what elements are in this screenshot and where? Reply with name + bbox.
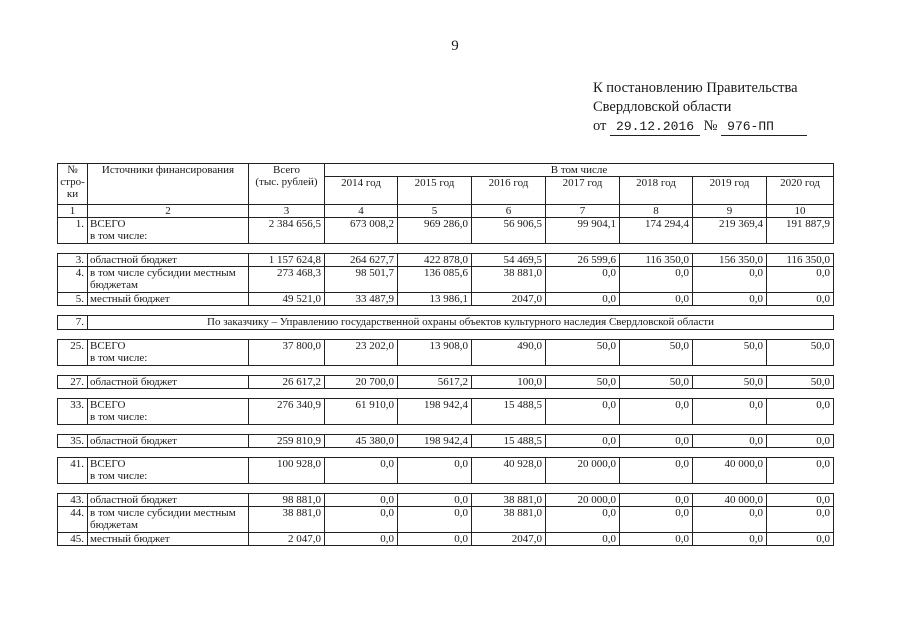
gap-cell [546, 244, 620, 254]
table-gap [58, 448, 834, 458]
row-value: 20 700,0 [325, 376, 398, 389]
gap-cell [398, 389, 472, 399]
table-section-row [58, 316, 834, 330]
row-value: 98 881,0 [249, 494, 325, 507]
header-year: 2018 год [620, 177, 693, 205]
gap-cell [249, 306, 325, 316]
row-value: 5617,2 [398, 376, 472, 389]
gap-cell [88, 366, 249, 376]
annex-number: 976-ПП [721, 119, 807, 136]
row-value: 49 521,0 [249, 293, 325, 306]
gap-cell [620, 389, 693, 399]
table-row [58, 254, 834, 267]
header-total [249, 164, 325, 205]
row-value: 0,0 [620, 507, 693, 533]
table-row [58, 218, 834, 244]
annex-date-line [593, 117, 807, 136]
gap-cell [325, 244, 398, 254]
gap-cell [472, 366, 546, 376]
row-value: 0,0 [767, 267, 834, 293]
gap-cell [472, 448, 546, 458]
annex-date-prefix: от [593, 118, 607, 134]
gap-cell [249, 448, 325, 458]
row-number: 33. [58, 399, 88, 425]
header-column-number: 6 [472, 205, 546, 218]
gap-cell [58, 425, 88, 435]
gap-cell [693, 425, 767, 435]
gap-cell [767, 484, 834, 494]
row-value: 219 369,4 [693, 218, 767, 244]
row-value: 50,0 [546, 376, 620, 389]
row-value: 0,0 [693, 293, 767, 306]
gap-cell [693, 244, 767, 254]
gap-cell [88, 425, 249, 435]
gap-cell [58, 244, 88, 254]
gap-cell [620, 306, 693, 316]
header-year: 2020 год [767, 177, 834, 205]
row-source-label: ВСЕГО в том числе: [88, 399, 249, 425]
gap-cell [325, 366, 398, 376]
row-value: 15 488,5 [472, 399, 546, 425]
gap-cell [472, 484, 546, 494]
row-value: 2047,0 [472, 533, 546, 546]
gap-cell [249, 366, 325, 376]
row-number: 43. [58, 494, 88, 507]
row-value: 276 340,9 [249, 399, 325, 425]
row-value: 0,0 [620, 494, 693, 507]
row-value: 0,0 [325, 507, 398, 533]
gap-cell [472, 389, 546, 399]
gap-cell [249, 389, 325, 399]
gap-cell [88, 330, 249, 340]
gap-cell [58, 484, 88, 494]
row-value: 969 286,0 [398, 218, 472, 244]
gap-cell [88, 484, 249, 494]
table-gap [58, 330, 834, 340]
row-number: 35. [58, 435, 88, 448]
row-source-label: в том числе субсидии местным бюджетам [88, 267, 249, 293]
row-value: 0,0 [398, 507, 472, 533]
table-gap [58, 366, 834, 376]
annex-header [593, 79, 807, 136]
row-value: 0,0 [325, 533, 398, 546]
row-value: 38 881,0 [472, 507, 546, 533]
gap-cell [693, 330, 767, 340]
gap-cell [88, 389, 249, 399]
annex-number-prefix: № [703, 118, 718, 134]
row-value: 37 800,0 [249, 340, 325, 366]
gap-cell [325, 484, 398, 494]
row-value: 0,0 [325, 458, 398, 484]
row-value: 0,0 [693, 399, 767, 425]
row-number: 7. [58, 316, 88, 330]
header-row-no-text: № стро- ки [60, 164, 85, 200]
table-row [58, 507, 834, 533]
table-gap [58, 484, 834, 494]
gap-cell [249, 484, 325, 494]
row-value: 490,0 [472, 340, 546, 366]
gap-cell [325, 389, 398, 399]
row-value: 0,0 [767, 533, 834, 546]
gap-cell [620, 330, 693, 340]
row-value: 136 085,6 [398, 267, 472, 293]
row-value: 50,0 [767, 340, 834, 366]
row-source-label: областной бюджет [88, 376, 249, 389]
row-value: 0,0 [767, 458, 834, 484]
gap-cell [249, 425, 325, 435]
gap-cell [767, 330, 834, 340]
row-value: 1 157 624,8 [249, 254, 325, 267]
row-value: 0,0 [546, 399, 620, 425]
table-gap [58, 425, 834, 435]
row-value: 0,0 [620, 293, 693, 306]
gap-cell [620, 425, 693, 435]
row-value: 33 487,9 [325, 293, 398, 306]
gap-cell [546, 448, 620, 458]
table-row [58, 435, 834, 448]
table-row [58, 293, 834, 306]
row-value: 0,0 [546, 293, 620, 306]
gap-cell [88, 306, 249, 316]
gap-cell [693, 448, 767, 458]
table-row [58, 533, 834, 546]
row-value: 26 599,6 [546, 254, 620, 267]
gap-cell [767, 389, 834, 399]
row-number: 41. [58, 458, 88, 484]
gap-cell [472, 244, 546, 254]
row-source-label: местный бюджет [88, 293, 249, 306]
annex-date: 29.12.2016 [610, 119, 700, 136]
header-column-number: 4 [325, 205, 398, 218]
gap-cell [325, 425, 398, 435]
row-value: 264 627,7 [325, 254, 398, 267]
row-value: 50,0 [620, 376, 693, 389]
row-value: 0,0 [620, 533, 693, 546]
header-year: 2014 год [325, 177, 398, 205]
row-value: 422 878,0 [398, 254, 472, 267]
row-source-label: ВСЕГО в том числе: [88, 218, 249, 244]
gap-cell [620, 484, 693, 494]
row-value: 198 942,4 [398, 435, 472, 448]
row-source-label: в том числе субсидии местным бюджетам [88, 507, 249, 533]
row-value: 116 350,0 [767, 254, 834, 267]
row-value: 2 384 656,5 [249, 218, 325, 244]
row-number: 25. [58, 340, 88, 366]
header-column-number: 8 [620, 205, 693, 218]
gap-cell [693, 366, 767, 376]
header-sources: Источники финансирования [88, 164, 249, 205]
row-value: 0,0 [620, 458, 693, 484]
gap-cell [546, 366, 620, 376]
row-source-label: местный бюджет [88, 533, 249, 546]
gap-cell [398, 484, 472, 494]
row-value: 0,0 [398, 494, 472, 507]
header-column-number: 5 [398, 205, 472, 218]
row-source-label: областной бюджет [88, 435, 249, 448]
financing-table [57, 163, 834, 546]
row-number: 1. [58, 218, 88, 244]
header-row-1 [58, 164, 834, 177]
table-body [58, 164, 834, 546]
row-value: 40 000,0 [693, 494, 767, 507]
header-column-number: 10 [767, 205, 834, 218]
row-source-label: областной бюджет [88, 254, 249, 267]
gap-cell [88, 244, 249, 254]
row-value: 38 881,0 [472, 494, 546, 507]
row-value: 0,0 [546, 267, 620, 293]
row-value: 0,0 [546, 507, 620, 533]
header-column-number: 3 [249, 205, 325, 218]
row-value: 191 887,9 [767, 218, 834, 244]
header-year: 2019 год [693, 177, 767, 205]
row-value: 0,0 [398, 458, 472, 484]
gap-cell [398, 448, 472, 458]
row-value: 116 350,0 [620, 254, 693, 267]
row-value: 0,0 [767, 293, 834, 306]
gap-cell [546, 306, 620, 316]
row-value: 15 488,5 [472, 435, 546, 448]
row-number: 3. [58, 254, 88, 267]
gap-cell [88, 448, 249, 458]
row-number: 44. [58, 507, 88, 533]
gap-cell [693, 389, 767, 399]
row-value: 23 202,0 [325, 340, 398, 366]
row-value: 38 881,0 [249, 507, 325, 533]
row-value: 0,0 [620, 399, 693, 425]
row-value: 54 469,5 [472, 254, 546, 267]
row-value: 2047,0 [472, 293, 546, 306]
gap-cell [620, 366, 693, 376]
table-gap [58, 244, 834, 254]
gap-cell [472, 306, 546, 316]
row-value: 26 617,2 [249, 376, 325, 389]
gap-cell [325, 448, 398, 458]
row-value: 0,0 [693, 507, 767, 533]
row-value: 0,0 [693, 435, 767, 448]
gap-cell [398, 425, 472, 435]
row-value: 99 904,1 [546, 218, 620, 244]
gap-cell [58, 389, 88, 399]
row-value: 50,0 [620, 340, 693, 366]
gap-cell [58, 448, 88, 458]
gap-cell [325, 330, 398, 340]
row-value: 45 380,0 [325, 435, 398, 448]
gap-cell [398, 366, 472, 376]
header-total-text: Всего (тыс. рублей) [255, 164, 318, 188]
row-value: 174 294,4 [620, 218, 693, 244]
row-value: 0,0 [325, 494, 398, 507]
row-value: 0,0 [767, 399, 834, 425]
row-value: 38 881,0 [472, 267, 546, 293]
gap-cell [546, 425, 620, 435]
row-value: 0,0 [767, 435, 834, 448]
row-value: 0,0 [767, 507, 834, 533]
row-value: 50,0 [693, 376, 767, 389]
header-column-number: 7 [546, 205, 620, 218]
row-source-label: областной бюджет [88, 494, 249, 507]
row-number: 5. [58, 293, 88, 306]
row-value: 156 350,0 [693, 254, 767, 267]
table-row [58, 458, 834, 484]
table-gap [58, 306, 834, 316]
row-value: 0,0 [767, 494, 834, 507]
annex-line-1: К постановлению Правительства [593, 80, 798, 96]
table-row [58, 494, 834, 507]
row-value: 259 810,9 [249, 435, 325, 448]
gap-cell [325, 306, 398, 316]
gap-cell [249, 330, 325, 340]
row-value: 0,0 [546, 533, 620, 546]
row-value: 0,0 [398, 533, 472, 546]
row-value: 98 501,7 [325, 267, 398, 293]
gap-cell [767, 306, 834, 316]
table-row [58, 376, 834, 389]
header-row-no [58, 164, 88, 205]
table-row [58, 399, 834, 425]
gap-cell [693, 306, 767, 316]
gap-cell [620, 244, 693, 254]
gap-cell [546, 330, 620, 340]
gap-cell [546, 484, 620, 494]
row-value: 20 000,0 [546, 458, 620, 484]
gap-cell [546, 389, 620, 399]
row-value: 0,0 [693, 267, 767, 293]
row-value: 50,0 [767, 376, 834, 389]
section-title: По заказчику – Управлению государственной охраны объектов культурного наследия Свердловской области [88, 316, 834, 330]
row-source-label: ВСЕГО в том числе: [88, 340, 249, 366]
page-number: 9 [451, 38, 459, 54]
header-column-number: 9 [693, 205, 767, 218]
table-row [58, 340, 834, 366]
annex-line-2: Свердловской области [593, 99, 732, 115]
row-value: 273 468,3 [249, 267, 325, 293]
gap-cell [767, 425, 834, 435]
header-row-column-numbers [58, 205, 834, 218]
header-column-number: 1 [58, 205, 88, 218]
row-value: 100 928,0 [249, 458, 325, 484]
row-value: 0,0 [546, 435, 620, 448]
row-value: 40 000,0 [693, 458, 767, 484]
header-year: 2017 год [546, 177, 620, 205]
row-source-label: ВСЕГО в том числе: [88, 458, 249, 484]
gap-cell [693, 484, 767, 494]
gap-cell [58, 366, 88, 376]
gap-cell [58, 330, 88, 340]
row-number: 45. [58, 533, 88, 546]
gap-cell [398, 330, 472, 340]
row-value: 13 908,0 [398, 340, 472, 366]
row-value: 0,0 [693, 533, 767, 546]
row-number: 4. [58, 267, 88, 293]
table-row [58, 267, 834, 293]
gap-cell [249, 244, 325, 254]
row-value: 100,0 [472, 376, 546, 389]
row-value: 673 008,2 [325, 218, 398, 244]
gap-cell [620, 448, 693, 458]
row-value: 13 986,1 [398, 293, 472, 306]
gap-cell [472, 330, 546, 340]
row-value: 2 047,0 [249, 533, 325, 546]
gap-cell [767, 366, 834, 376]
row-value: 50,0 [546, 340, 620, 366]
gap-cell [767, 244, 834, 254]
row-value: 56 906,5 [472, 218, 546, 244]
gap-cell [398, 244, 472, 254]
row-number: 27. [58, 376, 88, 389]
row-value: 50,0 [693, 340, 767, 366]
header-year: 2016 год [472, 177, 546, 205]
table-gap [58, 389, 834, 399]
gap-cell [472, 425, 546, 435]
row-value: 20 000,0 [546, 494, 620, 507]
row-value: 198 942,4 [398, 399, 472, 425]
row-value: 61 910,0 [325, 399, 398, 425]
header-year: 2015 год [398, 177, 472, 205]
row-value: 40 928,0 [472, 458, 546, 484]
gap-cell [398, 306, 472, 316]
gap-cell [58, 306, 88, 316]
row-value: 0,0 [620, 435, 693, 448]
header-including: В том числе [325, 164, 834, 177]
gap-cell [767, 448, 834, 458]
header-column-number: 2 [88, 205, 249, 218]
row-value: 0,0 [620, 267, 693, 293]
